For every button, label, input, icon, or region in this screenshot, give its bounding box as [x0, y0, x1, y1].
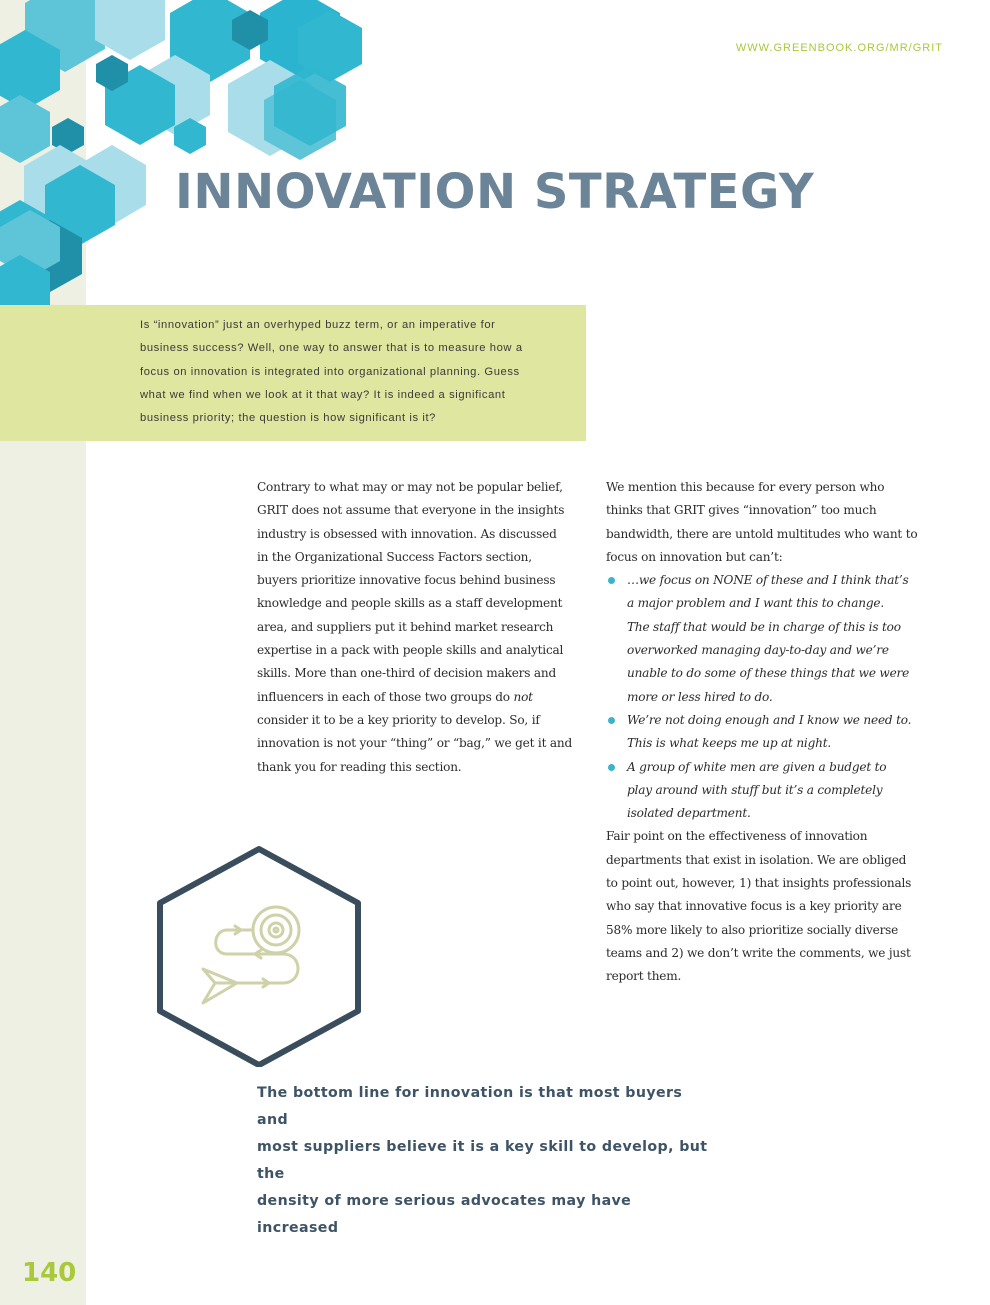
body-line: buyers prioritize innovative focus behind business	[257, 573, 556, 588]
body-line: GRIT does not assume that everyone in the insights	[257, 503, 565, 518]
quote-line: …we focus on NONE of these and I think that’s	[627, 573, 909, 588]
intro-line: focus on innovation is integrated into organizational planning. Guess	[140, 365, 520, 378]
quote-line: unable to do some of these things that we were	[627, 666, 910, 681]
target-arrow-icon	[203, 907, 299, 1003]
intro-line: business priority; the question is how significant is it?	[140, 412, 436, 425]
body-line: skills. More than one-third of decision makers and	[257, 666, 557, 681]
callout-line: most suppliers believe it is a key skill to develop, but the	[257, 1139, 708, 1182]
quote-line: A group of white men are given a budget to	[627, 759, 887, 774]
quote-line: We’re not doing enough and I know we need to.	[627, 712, 912, 727]
body-line: in the Organizational Success Factors section,	[257, 549, 532, 564]
intro-line: Is “innovation” just an overhyped buzz term, or an imperative for	[140, 319, 496, 331]
emphasis-not: not	[513, 689, 533, 704]
body-line: teams and 2) we don’t write the comments, we just	[606, 945, 911, 960]
body-line: thank you for reading this section.	[257, 759, 462, 774]
hexagon-cluster-decoration	[0, 0, 370, 305]
body-line: knowledge and people skills as a staff development	[257, 596, 563, 611]
body-line: report them.	[606, 969, 682, 984]
intro-text	[140, 314, 580, 430]
quote-line: This is what keeps me up at night.	[627, 736, 832, 751]
body-line: focus on innovation but can’t:	[606, 549, 783, 564]
quote-list	[606, 569, 946, 825]
bottom-line-callout	[257, 1080, 717, 1242]
quote-line: The staff that would be in charge of this is too	[627, 619, 901, 634]
page-number: 140	[22, 1258, 77, 1288]
hexagon-cluster-icon	[0, 0, 362, 305]
quote-line: isolated department.	[627, 806, 751, 821]
body-line: bandwidth, there are untold multitudes who want to	[606, 526, 918, 541]
quote-line: overworked managing day-to-day and we’re	[627, 643, 889, 658]
quote-line: play around with stuff but it’s a completely	[627, 782, 883, 797]
bullet-dot-icon	[608, 717, 615, 724]
quote-item	[606, 756, 946, 826]
site-url[interactable]: WWW.GREENBOOK.ORG/MR/GRIT	[735, 42, 943, 54]
bullet-dot-icon	[608, 577, 615, 584]
body-line: departments that exist in isolation. We are obliged	[606, 852, 907, 867]
body-line: area, and suppliers put it behind market research	[257, 619, 554, 634]
callout-line: density of more serious advocates may have increased	[257, 1193, 632, 1236]
body-line: We mention this because for every person who	[606, 480, 885, 494]
intro-line: what we find when we look at it that way? It is indeed a significant	[140, 388, 506, 401]
quote-item	[606, 709, 946, 756]
body-line: thinks that GRIT gives “innovation” too much	[606, 503, 877, 518]
page-title: INNOVATION STRATEGY	[175, 164, 815, 220]
body-line: 58% more likely to also prioritize socially diverse	[606, 922, 899, 937]
body-line: who say that innovative focus is a key priority are	[606, 899, 902, 914]
quote-item	[606, 569, 946, 709]
body-line: Contrary to what may or may not be popular belief,	[257, 480, 563, 494]
body-text: influencers in each of those two groups do	[257, 689, 514, 704]
bullet-dot-icon	[608, 764, 615, 771]
body-line: to point out, however, 1) that insights professionals	[606, 876, 912, 891]
callout-line: The bottom line for innovation is that most buyers and	[257, 1085, 683, 1128]
quote-line: more or less hired to do.	[627, 689, 773, 704]
innovation-hexagon-badge	[155, 845, 363, 1067]
body-line: Fair point on the effectiveness of innovation	[606, 829, 868, 844]
body-line: industry is obsessed with innovation. As discussed	[257, 526, 557, 541]
left-column	[257, 476, 587, 779]
right-column	[606, 476, 946, 989]
intro-line: business success? Well, one way to answer that is to measure how a	[140, 342, 523, 355]
quote-line: a major problem and I want this to change.	[627, 596, 884, 611]
body-line: expertise in a pack with people skills and analytical	[257, 643, 564, 658]
body-line: innovation is not your “thing” or “bag,” we get it and	[257, 736, 573, 751]
body-line	[257, 686, 587, 709]
body-line: consider it to be a key priority to develop. So, if	[257, 712, 540, 727]
